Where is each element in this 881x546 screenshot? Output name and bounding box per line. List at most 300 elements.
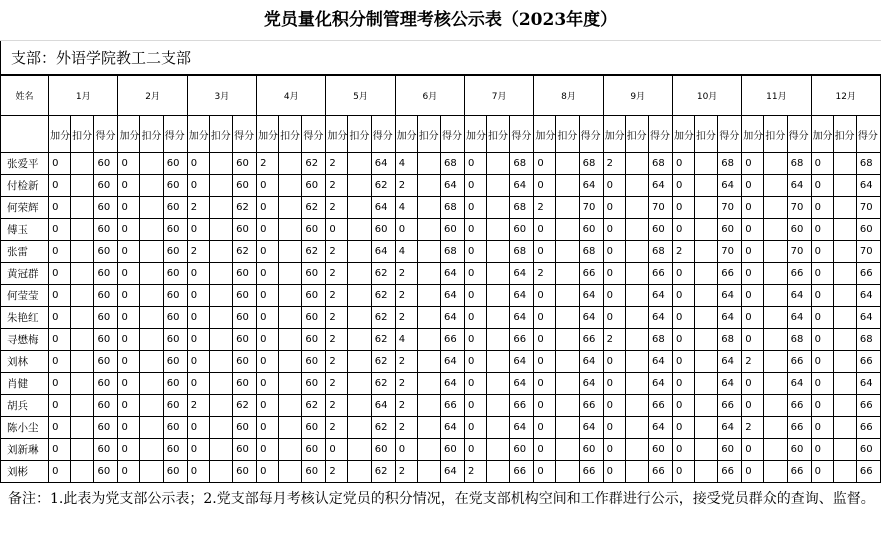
score: 66: [856, 395, 880, 417]
deduct-points: [625, 351, 648, 373]
header-deduct: 扣分: [694, 116, 717, 153]
deduct-points: [417, 175, 440, 197]
deduct-points: [348, 373, 371, 395]
header-month: 5月: [326, 76, 395, 116]
add-points: 2: [742, 351, 764, 373]
table-row: [1, 417, 881, 439]
deduct-points: [625, 329, 648, 351]
deduct-points: [417, 461, 440, 483]
add-points: 0: [465, 351, 487, 373]
deduct-points: [556, 175, 579, 197]
add-points: 2: [326, 263, 348, 285]
deduct-points: [71, 241, 94, 263]
score: 60: [579, 219, 603, 241]
deduct-points: [279, 263, 302, 285]
table-row: [1, 395, 881, 417]
score: 66: [579, 263, 603, 285]
deduct-points: [209, 351, 232, 373]
header-add: 加分: [465, 116, 487, 153]
deduct-points: [417, 439, 440, 461]
add-points: 2: [187, 395, 209, 417]
member-name: 刘彬: [1, 461, 49, 483]
score: 70: [648, 197, 672, 219]
add-points: 0: [187, 285, 209, 307]
score: 60: [163, 461, 187, 483]
deduct-points: [487, 395, 510, 417]
add-points: 0: [465, 263, 487, 285]
score: 64: [718, 351, 742, 373]
deduct-points: [71, 439, 94, 461]
score: 64: [510, 351, 534, 373]
score: 62: [371, 461, 395, 483]
add-points: 0: [603, 461, 625, 483]
score: 60: [163, 373, 187, 395]
score: 66: [510, 461, 534, 483]
score: 60: [302, 329, 326, 351]
add-points: 0: [742, 439, 764, 461]
add-points: 2: [603, 153, 625, 175]
deduct-points: [209, 417, 232, 439]
deduct-points: [694, 175, 717, 197]
add-points: 0: [118, 219, 140, 241]
add-points: 0: [49, 153, 71, 175]
add-points: 0: [534, 329, 556, 351]
score: 62: [302, 153, 326, 175]
deduct-points: [71, 307, 94, 329]
score: 66: [648, 263, 672, 285]
score: 60: [233, 373, 257, 395]
header-add: 加分: [395, 116, 417, 153]
score: 66: [579, 395, 603, 417]
score: 66: [787, 351, 811, 373]
deduct-points: [833, 373, 856, 395]
add-points: 0: [811, 439, 833, 461]
add-points: 0: [534, 373, 556, 395]
score: 60: [94, 153, 118, 175]
add-points: 0: [742, 373, 764, 395]
score: 60: [371, 439, 395, 461]
add-points: 2: [326, 417, 348, 439]
add-points: 0: [257, 329, 279, 351]
add-points: 0: [49, 461, 71, 483]
deduct-points: [487, 351, 510, 373]
deduct-points: [764, 395, 787, 417]
deduct-points: [694, 439, 717, 461]
score: 70: [856, 197, 880, 219]
score: 60: [94, 351, 118, 373]
deduct-points: [833, 417, 856, 439]
score: 60: [94, 285, 118, 307]
header-deduct: 扣分: [417, 116, 440, 153]
header-month: 6月: [395, 76, 464, 116]
header-add: 加分: [49, 116, 71, 153]
add-points: 0: [534, 285, 556, 307]
score: 66: [441, 329, 465, 351]
deduct-points: [556, 285, 579, 307]
header-month: 2月: [118, 76, 187, 116]
score: 64: [787, 373, 811, 395]
score: 64: [648, 351, 672, 373]
deduct-points: [348, 439, 371, 461]
header-score: 得分: [302, 116, 326, 153]
add-points: 0: [672, 351, 694, 373]
score: 64: [648, 417, 672, 439]
add-points: 0: [742, 175, 764, 197]
score: 62: [302, 395, 326, 417]
add-points: 0: [49, 439, 71, 461]
add-points: 2: [395, 175, 417, 197]
deduct-points: [209, 285, 232, 307]
score: 62: [371, 351, 395, 373]
score: 64: [718, 373, 742, 395]
deduct-points: [279, 417, 302, 439]
add-points: 0: [118, 439, 140, 461]
branch-label: 支部：外语学院教工二支部: [0, 41, 881, 75]
score: 64: [856, 307, 880, 329]
header-month: 3月: [187, 76, 256, 116]
table-row: [1, 153, 881, 175]
score: 68: [718, 153, 742, 175]
footnote: 备注：1.此表为党支部公示表；2.党支部每月考核认定党员的积分情况，在党支部机构空间和工作群进行公示，接受党员群众的查询、监督。: [8, 491, 875, 507]
score: 60: [856, 219, 880, 241]
deduct-points: [764, 153, 787, 175]
deduct-points: [417, 285, 440, 307]
header-score: 得分: [94, 116, 118, 153]
score: 60: [94, 219, 118, 241]
add-points: 0: [742, 263, 764, 285]
deduct-points: [279, 461, 302, 483]
deduct-points: [417, 197, 440, 219]
score: 60: [718, 219, 742, 241]
deduct-points: [694, 373, 717, 395]
deduct-points: [279, 197, 302, 219]
score: 64: [441, 373, 465, 395]
score: 64: [441, 351, 465, 373]
deduct-points: [348, 329, 371, 351]
score: 64: [718, 285, 742, 307]
deduct-points: [279, 373, 302, 395]
add-points: 0: [49, 175, 71, 197]
add-points: 0: [534, 461, 556, 483]
deduct-points: [71, 175, 94, 197]
add-points: 0: [603, 241, 625, 263]
add-points: 0: [672, 263, 694, 285]
deduct-points: [833, 461, 856, 483]
add-points: 2: [395, 373, 417, 395]
score: 66: [787, 417, 811, 439]
add-points: 0: [603, 263, 625, 285]
add-points: 0: [187, 417, 209, 439]
score: 60: [94, 329, 118, 351]
add-points: 0: [257, 439, 279, 461]
deduct-points: [140, 153, 163, 175]
add-points: 0: [811, 219, 833, 241]
header-score: 得分: [163, 116, 187, 153]
add-points: 0: [257, 395, 279, 417]
header-add: 加分: [672, 116, 694, 153]
header-add: 加分: [118, 116, 140, 153]
deduct-points: [764, 241, 787, 263]
add-points: 2: [187, 197, 209, 219]
deduct-points: [833, 241, 856, 263]
table-row: [1, 351, 881, 373]
score-table: [0, 75, 881, 483]
deduct-points: [694, 395, 717, 417]
deduct-points: [625, 307, 648, 329]
deduct-points: [209, 461, 232, 483]
score: 60: [510, 439, 534, 461]
add-points: 4: [395, 197, 417, 219]
deduct-points: [764, 461, 787, 483]
score: 60: [94, 461, 118, 483]
deduct-points: [625, 153, 648, 175]
add-points: 0: [742, 241, 764, 263]
deduct-points: [625, 219, 648, 241]
deduct-points: [833, 219, 856, 241]
score: 60: [233, 175, 257, 197]
score: 62: [233, 395, 257, 417]
add-points: 0: [187, 219, 209, 241]
deduct-points: [71, 263, 94, 285]
header-month: 1月: [49, 76, 118, 116]
deduct-points: [556, 417, 579, 439]
header-deduct: 扣分: [209, 116, 232, 153]
deduct-points: [764, 219, 787, 241]
table-row: [1, 373, 881, 395]
score: 66: [510, 329, 534, 351]
deduct-points: [140, 351, 163, 373]
score: 70: [718, 241, 742, 263]
score: 64: [510, 285, 534, 307]
deduct-points: [140, 439, 163, 461]
deduct-points: [348, 351, 371, 373]
add-points: 2: [742, 417, 764, 439]
add-points: 0: [49, 417, 71, 439]
deduct-points: [140, 241, 163, 263]
member-name: 刘新琳: [1, 439, 49, 461]
add-points: 0: [811, 417, 833, 439]
header-deduct: 扣分: [625, 116, 648, 153]
deduct-points: [833, 351, 856, 373]
add-points: 0: [118, 153, 140, 175]
add-points: 0: [672, 439, 694, 461]
score: 60: [233, 351, 257, 373]
score: 60: [441, 219, 465, 241]
deduct-points: [764, 439, 787, 461]
deduct-points: [348, 461, 371, 483]
score: 66: [856, 351, 880, 373]
member-name: 张爱平: [1, 153, 49, 175]
score: 60: [302, 351, 326, 373]
deduct-points: [833, 307, 856, 329]
score: 60: [163, 197, 187, 219]
deduct-points: [694, 285, 717, 307]
deduct-points: [833, 263, 856, 285]
score: 64: [718, 417, 742, 439]
add-points: 0: [534, 241, 556, 263]
score: 60: [233, 307, 257, 329]
add-points: 0: [672, 175, 694, 197]
add-points: 0: [395, 439, 417, 461]
header-score: 得分: [787, 116, 811, 153]
header-deduct: 扣分: [279, 116, 302, 153]
deduct-points: [209, 197, 232, 219]
add-points: 0: [534, 307, 556, 329]
add-points: 0: [811, 263, 833, 285]
score: 64: [787, 285, 811, 307]
score: 66: [718, 461, 742, 483]
add-points: 0: [742, 285, 764, 307]
deduct-points: [487, 241, 510, 263]
deduct-points: [71, 219, 94, 241]
score: 62: [371, 329, 395, 351]
deduct-points: [625, 285, 648, 307]
deduct-points: [71, 285, 94, 307]
score: 64: [510, 263, 534, 285]
add-points: 0: [603, 417, 625, 439]
score: 66: [441, 395, 465, 417]
add-points: 0: [672, 219, 694, 241]
deduct-points: [417, 219, 440, 241]
add-points: 0: [811, 285, 833, 307]
deduct-points: [556, 461, 579, 483]
add-points: 0: [49, 241, 71, 263]
deduct-points: [694, 351, 717, 373]
score: 66: [856, 461, 880, 483]
deduct-points: [209, 219, 232, 241]
score: 64: [718, 307, 742, 329]
score: 64: [371, 395, 395, 417]
deduct-points: [625, 197, 648, 219]
add-points: 0: [534, 219, 556, 241]
score: 62: [233, 197, 257, 219]
score: 62: [371, 285, 395, 307]
add-points: 0: [118, 417, 140, 439]
deduct-points: [71, 461, 94, 483]
deduct-points: [487, 439, 510, 461]
add-points: 0: [742, 153, 764, 175]
score: 60: [94, 395, 118, 417]
add-points: 0: [672, 395, 694, 417]
score: 66: [648, 461, 672, 483]
deduct-points: [209, 329, 232, 351]
deduct-points: [764, 175, 787, 197]
add-points: 0: [672, 307, 694, 329]
deduct-points: [625, 461, 648, 483]
deduct-points: [833, 197, 856, 219]
add-points: 2: [465, 461, 487, 483]
add-points: 0: [672, 197, 694, 219]
header-deduct: 扣分: [348, 116, 371, 153]
score: 64: [787, 175, 811, 197]
score: 60: [579, 439, 603, 461]
score: 64: [441, 417, 465, 439]
add-points: 0: [49, 307, 71, 329]
add-points: 0: [118, 285, 140, 307]
score: 62: [371, 417, 395, 439]
deduct-points: [764, 263, 787, 285]
deduct-points: [625, 417, 648, 439]
deduct-points: [279, 219, 302, 241]
header-deduct: 扣分: [833, 116, 856, 153]
deduct-points: [348, 197, 371, 219]
header-name: 姓名: [1, 76, 49, 116]
deduct-points: [279, 351, 302, 373]
add-points: 0: [118, 351, 140, 373]
score: 60: [787, 219, 811, 241]
add-points: 2: [534, 197, 556, 219]
deduct-points: [487, 417, 510, 439]
score: 70: [718, 197, 742, 219]
score: 68: [787, 153, 811, 175]
deduct-points: [487, 197, 510, 219]
add-points: 0: [534, 417, 556, 439]
score: 60: [233, 329, 257, 351]
deduct-points: [556, 373, 579, 395]
add-points: 0: [534, 175, 556, 197]
deduct-points: [209, 153, 232, 175]
deduct-points: [209, 241, 232, 263]
deduct-points: [279, 175, 302, 197]
add-points: 0: [49, 373, 71, 395]
deduct-points: [625, 439, 648, 461]
header-score: 得分: [371, 116, 395, 153]
header-score: 得分: [233, 116, 257, 153]
score: 60: [302, 175, 326, 197]
header-month: 4月: [257, 76, 326, 116]
deduct-points: [417, 417, 440, 439]
header-blank: [1, 116, 49, 153]
score: 70: [856, 241, 880, 263]
add-points: 0: [187, 439, 209, 461]
add-points: 0: [187, 263, 209, 285]
score: 60: [163, 219, 187, 241]
deduct-points: [71, 197, 94, 219]
add-points: 2: [257, 153, 279, 175]
add-points: 2: [326, 175, 348, 197]
add-points: 0: [603, 395, 625, 417]
deduct-points: [833, 439, 856, 461]
add-points: 0: [187, 175, 209, 197]
score: 60: [233, 219, 257, 241]
header-add: 加分: [811, 116, 833, 153]
score: 60: [163, 395, 187, 417]
add-points: 2: [187, 241, 209, 263]
score: 64: [787, 307, 811, 329]
add-points: 0: [465, 417, 487, 439]
deduct-points: [417, 351, 440, 373]
score: 68: [718, 329, 742, 351]
add-points: 0: [534, 351, 556, 373]
score: 64: [856, 175, 880, 197]
score: 60: [163, 417, 187, 439]
deduct-points: [764, 197, 787, 219]
deduct-points: [417, 395, 440, 417]
add-points: 0: [672, 329, 694, 351]
add-points: 0: [811, 373, 833, 395]
score: 60: [718, 439, 742, 461]
score: 64: [648, 175, 672, 197]
score: 68: [441, 197, 465, 219]
score: 66: [856, 263, 880, 285]
score: 68: [648, 153, 672, 175]
score: 62: [233, 241, 257, 263]
score: 60: [371, 219, 395, 241]
add-points: 2: [326, 285, 348, 307]
add-points: 2: [534, 263, 556, 285]
header-score: 得分: [718, 116, 742, 153]
score: 64: [648, 307, 672, 329]
